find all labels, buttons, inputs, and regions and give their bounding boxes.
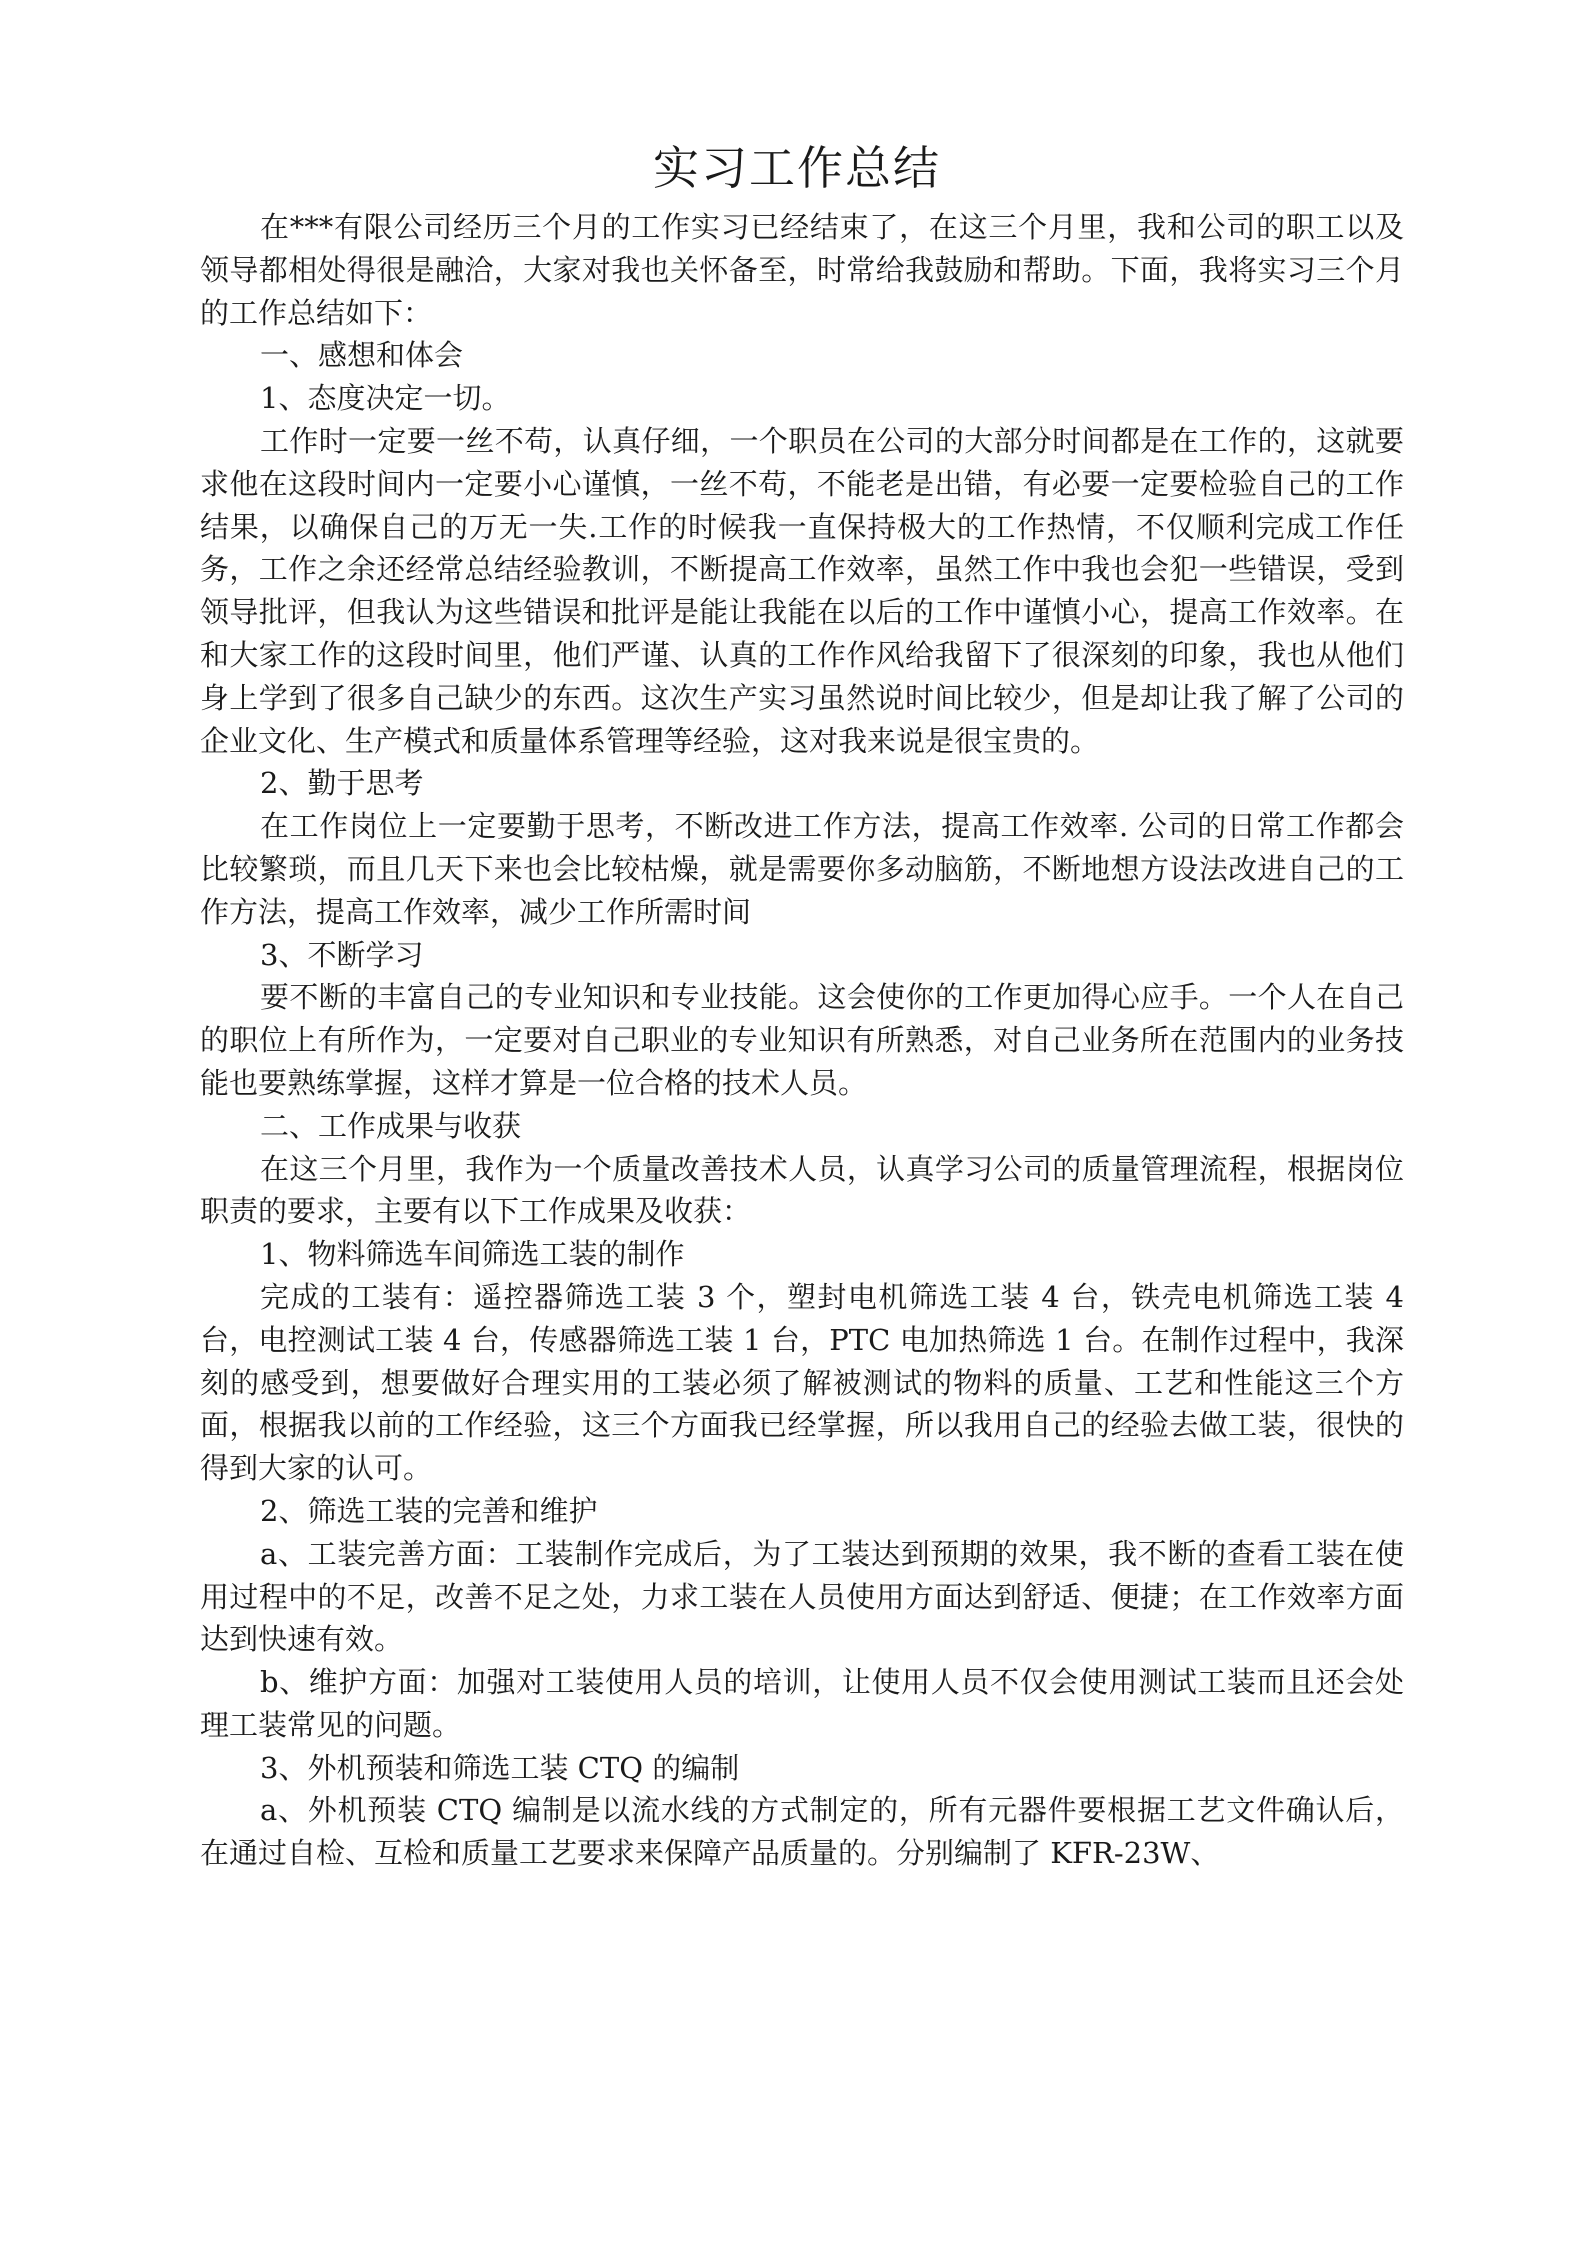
document-body: [200, 206, 1404, 1875]
paragraph-fixture-maintenance: b、维护方面：加强对工装使用人员的培训，让使用人员不仅会使用测试工装而且还会处理工装常见的问题。: [200, 1665, 1404, 1742]
paragraph-intro: 在***有限公司经历三个月的工作实习已经结束了，在这三个月里，我和公司的职工以及领导都相处得很是融洽，大家对我也关怀备至，时常给我鼓励和帮助。下面，我将实习三个月的工作总结如下：: [200, 210, 1404, 330]
paragraph-learning: 要不断的丰富自己的专业知识和专业技能。这会使你的工作更加得心应手。一个人在自己的职位上有所作为，一定要对自己职业的专业知识有所熟悉，对自己业务所在范围内的业务技能也要熟练掌握，这样才算是一位合格的技术人员。: [200, 980, 1404, 1100]
subheading-fixture-making: 1、物料筛选车间筛选工装的制作: [260, 1237, 685, 1272]
paragraph-thinking: 在工作岗位上一定要勤于思考，不断改进工作方法，提高工作效率. 公司的日常工作都会比较繁琐，而且几天下来也会比较枯燥，就是需要你多动脑筋，不断地想方设法改进自己的工作方法，提高工作效率，减少工作所需时间: [200, 809, 1404, 929]
paragraph-attitude: 工作时一定要一丝不苟，认真仔细，一个职员在公司的大部分时间都是在工作的，这就要求他在这段时间内一定要小心谨慎，一丝不苟，不能老是出错，有必要一定要检验自己的工作结果，以确保自己的万无一失.工作的时候我一直保持极大的工作热情，不仅顺利完成工作任务，工作之余还经常总结经验教训，不断提高工作效率，虽然工作中我也会犯一些错误，受到领导批评，但我认为这些错误和批评是能让我能在以后的工作中谨慎小心，提高工作效率。在和大家工作的这段时间里，他们严谨、认真的工作作风给我留下了很深刻的印象，我也从他们身上学到了很多自己缺少的东西。这次生产实习虽然说时间比较少，但是却让我了解了公司的企业文化、生产模式和质量体系管理等经验，这对我来说是很宝贵的。: [200, 423, 1404, 758]
paragraph-ctq: a、外机预装 CTQ 编制是以流水线的方式制定的，所有元器件要根据工艺文件确认后，在通过自检、互检和质量工艺要求来保障产品质量的。分别编制了 KFR-23W、: [200, 1793, 1404, 1871]
section-heading-results: 二、工作成果与收获: [260, 1108, 522, 1143]
paragraph-results-intro: 在这三个月里，我作为一个质量改善技术人员，认真学习公司的质量管理流程，根据岗位职责的要求，主要有以下工作成果及收获：: [200, 1151, 1404, 1229]
subheading-learning: 3、不断学习: [260, 937, 424, 972]
paragraph-fixture-improvement: a、工装完善方面：工装制作完成后，为了工装达到预期的效果，我不断的查看工装在使用过程中的不足，改善不足之处，力求工装在人员使用方面达到舒适、便捷；在工作效率方面达到快速有效。: [200, 1536, 1404, 1657]
section-heading-reflections: 一、感想和体会: [260, 338, 464, 373]
subheading-thinking: 2、勤于思考: [260, 766, 424, 801]
document-title: 实习工作总结: [653, 141, 941, 195]
paragraph-fixture-making: 完成的工装有：遥控器筛选工装 3 个，塑封电机筛选工装 4 台，铁壳电机筛选工装 4 台，电控测试工装 4 台，传感器筛选工装 1 台，PTC 电加热筛选 1 台。在制作过程中，我深刻的感受到，想要做好合理实用的工装必须了解被测试的物料的质量、工艺和性能这三个方面，根据我以前的工作经验，这三个方面我已经掌握，所以我用自己的经验去做工装，很快的得到大家的认可。: [200, 1279, 1404, 1486]
subheading-ctq: 3、外机预装和筛选工装 CTQ 的编制: [260, 1750, 740, 1785]
subheading-fixture-maintenance: 2、筛选工装的完善和维护: [260, 1493, 598, 1528]
subheading-attitude: 1、态度决定一切。: [260, 381, 511, 416]
